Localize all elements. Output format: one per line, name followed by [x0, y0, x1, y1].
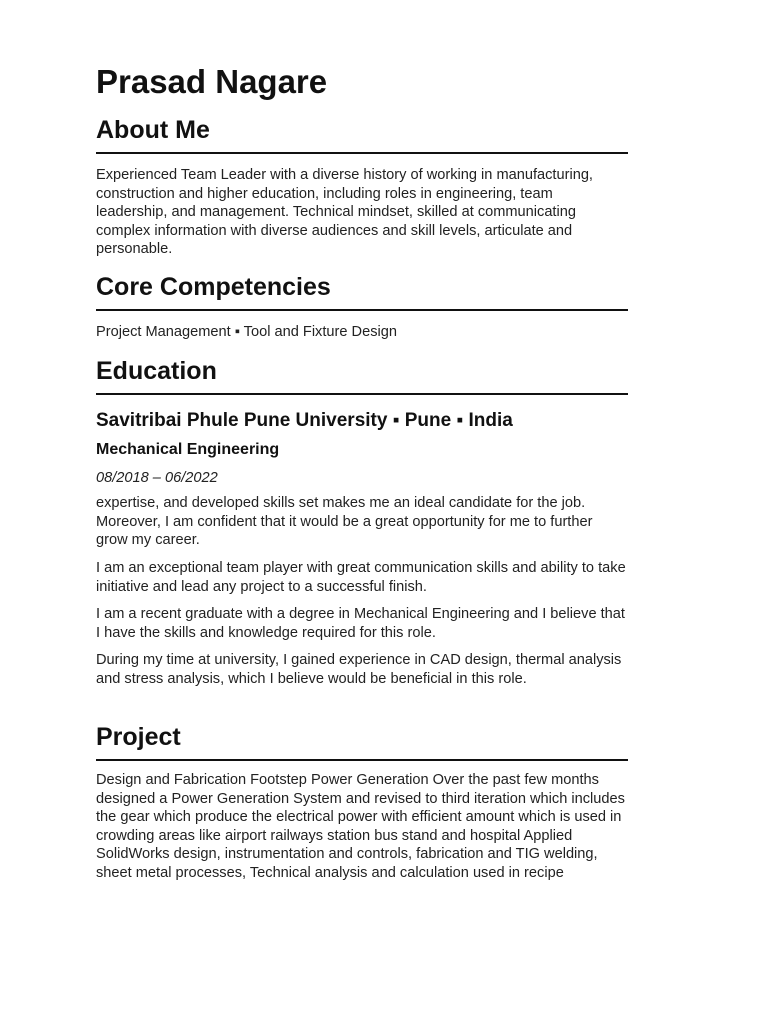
about-heading: About Me [96, 116, 210, 144]
competencies-text: Project Management ▪ Tool and Fixture Design [96, 324, 397, 340]
competencies-divider [96, 309, 628, 311]
education-paragraph: I am an exceptional team player with great communication skills and ability to take initiative and lead any project to a successful finish. [96, 560, 626, 595]
project-text: Design and Fabrication Footstep Power Generation Over the past few months designed a Power Generation System and revised to third iteration which includes the gear which produce the electrical power with efficient amount which is used in crowding areas like airport railways station bus stand and hospital Applied SolidWorks design, instrumentation and controls, fabrication and TIG welding, sheet metal processes, Technical analysis and calculation used in recipe [96, 772, 625, 881]
education-dates: 08/2018 – 06/2022 [96, 470, 218, 486]
project-heading: Project [96, 723, 181, 751]
education-paragraph: expertise, and developed skills set makes me an ideal candidate for the job. Moreover, I am confident that it would be a great opportunity for me to further grow my career. [96, 495, 593, 548]
candidate-name: Prasad Nagare [96, 63, 328, 100]
education-degree: Mechanical Engineering [96, 441, 280, 458]
education-paragraph: During my time at university, I gained experience in CAD design, thermal analysis and stress analysis, which I believe would be beneficial in this role. [96, 652, 622, 687]
about-text: Experienced Team Leader with a diverse history of working in manufacturing, construction and higher education, including roles in engineering, team leadership, and management. Technical mindset, skilled at communicating complex information with diverse audiences and skill levels, articulate and personable. [96, 167, 593, 257]
competencies-heading: Core Competencies [96, 273, 331, 301]
about-divider [96, 152, 628, 154]
education-paragraph: I am a recent graduate with a degree in Mechanical Engineering and I believe that I have the skills and knowledge required for this role. [96, 606, 625, 641]
education-school: Savitribai Phule Pune University ▪ Pune ▪ India [96, 410, 513, 431]
education-heading: Education [96, 357, 217, 385]
project-divider [96, 759, 628, 761]
education-divider [96, 393, 628, 395]
